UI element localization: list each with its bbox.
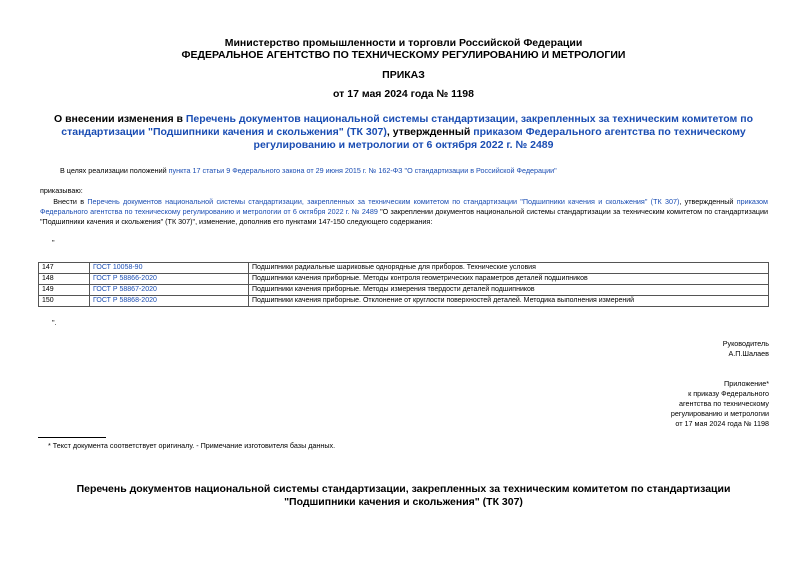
decree-word: приказываю: [40,186,83,195]
signer-role: Руководитель [722,339,769,348]
row-number: 149 [39,285,90,296]
standard-description: Подшипники радиальные шариковые однорядные для приборов. Технические условия [249,263,769,274]
standard-link[interactable]: ГОСТ 10058-90 [93,264,143,271]
annex-line: агентства по техническому [679,399,769,408]
annex-line: Приложение* [724,379,769,388]
doc-date: от 17 мая 2024 года № 1198 [333,88,474,100]
body-list-link[interactable]: Перечень документов национальной системы стандартизации, закрепленных за техническим комитетом по стандартизации "Подшипники качения и скольжения" (ТК 307) [87,197,680,206]
title-order-link[interactable]: приказом Федерального агентства по техническому регулированию и метрологии от 6 октября 2022 г. № 2489 [253,126,746,151]
standard-description: Подшипники качения приборные. Методы контроля геометрических параметров деталей подшипников [249,274,769,285]
ministry-name: Министерство промышленности и торговли Российской Федерации [224,37,583,49]
annex-line: к приказу Федерального [688,389,769,398]
annex-line: от 17 мая 2024 года № 1198 [675,419,769,428]
footnote-divider [38,437,106,438]
quote-close: ". [52,318,57,327]
standard-description: Подшипники качения приборные. Отклонение от круглости поверхностей деталей. Методика выполнения измерений [249,296,769,307]
row-number: 150 [39,296,90,307]
list-title: Перечень документов национальной системы стандартизации, закрепленных за техническим комитетом по стандартизации "Подшипники качения и скольжения" (ТК 307) [76,483,731,508]
quote-open: " [52,238,55,247]
body-paragraph [40,197,768,227]
standard-link[interactable]: ГОСТ Р 58867-2020 [93,286,157,293]
purpose-paragraph [60,166,780,176]
annex-line: регулированию и метрологии [670,409,769,418]
standards-table [38,262,769,307]
body-suffix: "О закреплении документов национальной системы стандартизации за техническим комитетом по стандартизации "Подшипники качения и скольжения" (ТК 307)", изменение, дополнив его пунктами 147-150 следующего содержания: [40,207,768,226]
purpose-prefix: В целях реализации положений [60,166,169,175]
federal-law-link[interactable]: пункта 17 статьи 9 Федерального закона от 29 июня 2015 г. № 162-ФЗ "О стандартизации в Российской Федерации" [168,166,557,175]
agency-name: ФЕДЕРАЛЬНОЕ АГЕНТСТВО ПО ТЕХНИЧЕСКОМУ РЕГУЛИРОВАНИЮ И МЕТРОЛОГИИ [181,49,626,61]
order-title [40,113,767,152]
standard-link[interactable]: ГОСТ Р 58866-2020 [93,275,157,282]
body-prefix: Внести в [53,197,88,206]
body-order-link[interactable]: приказом Федерального агентства по техническому регулированию и метрологии от 6 октября 2022 г. № 2489 [40,197,768,216]
table-row [39,274,769,285]
title-list-link[interactable]: Перечень документов национальной системы стандартизации, закрепленных за техническим комитетом по стандартизации "Подшипники качения и скольжения" (ТК 307) [61,113,753,138]
footnote: * Текст документа соответствует оригиналу. - Примечание изготовителя базы данных. [48,441,336,450]
title-middle: , утвержденный [386,126,474,138]
standard-link[interactable]: ГОСТ Р 58868-2020 [93,297,157,304]
body-middle: , утвержденный [679,197,737,206]
annex-block [671,379,769,429]
table-row [39,296,769,307]
table-row [39,285,769,296]
signer-name: А.П.Шалаев [728,349,769,358]
row-number: 148 [39,274,90,285]
table-row [39,263,769,274]
row-number: 147 [39,263,90,274]
title-prefix: О внесении изменения в [54,113,186,125]
signature-block [723,339,769,359]
doc-type: ПРИКАЗ [382,69,425,81]
standard-description: Подшипники качения приборные. Методы измерения твердости деталей подшипников [249,285,769,296]
